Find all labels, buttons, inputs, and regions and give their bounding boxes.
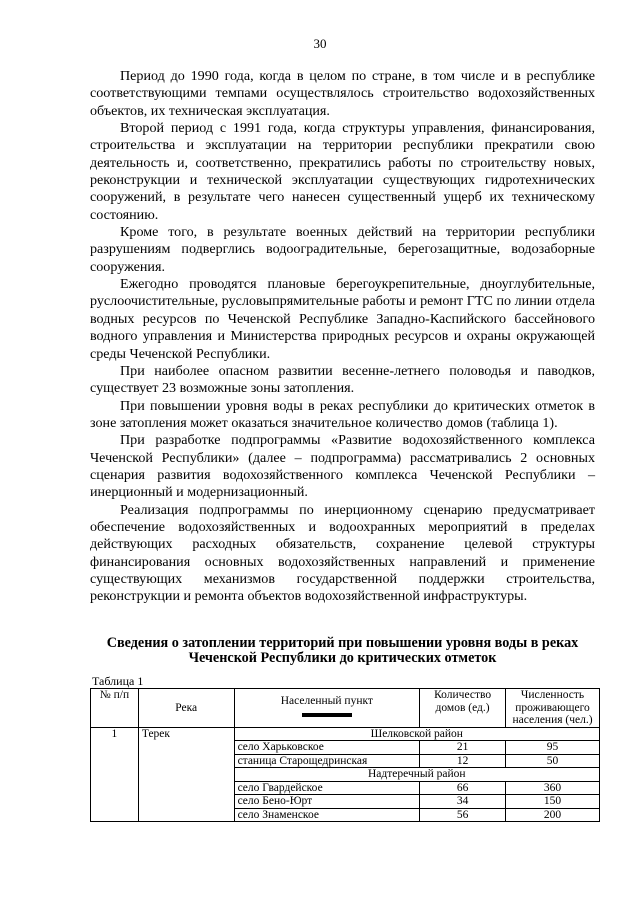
header-river: Река	[138, 689, 234, 728]
redaction-mark	[302, 713, 352, 717]
body-text	[90, 68, 595, 606]
population-cell: 360	[506, 781, 600, 795]
houses-cell: 12	[420, 754, 506, 768]
page-number: 30	[313, 36, 327, 51]
table-caption: Таблица 1	[92, 674, 144, 688]
district-name: Шелковской район	[234, 727, 599, 741]
river-name: Терек	[138, 727, 234, 822]
paragraph: При повышении уровня воды в реках республики до критических отметок в зоне затопления может оказаться значительное количество домов (таблица 1).	[90, 397, 595, 431]
population-cell: 200	[506, 808, 600, 822]
table-heading	[80, 636, 605, 666]
population-cell: 150	[506, 795, 600, 809]
paragraph: Период до 1990 года, когда в целом по стране, в том числе и в республике соответствующими темпами осуществлялось строительство водохозяйственных объектов, их техническая эксплуатация.	[90, 68, 595, 119]
population-cell: 95	[506, 741, 600, 755]
table-header-row	[91, 689, 600, 728]
houses-cell: 56	[420, 808, 506, 822]
flood-table	[90, 688, 600, 822]
table-heading-line: Чеченской Республики до критических отметок	[188, 650, 497, 666]
header-population: Численность проживающего населения (чел.)	[506, 689, 600, 728]
row-number: 1	[91, 727, 139, 822]
settlement-cell: село Знаменское	[234, 808, 420, 822]
table-heading-line: Сведения о затоплении территорий при повышении уровня воды в реках	[106, 635, 579, 651]
paragraph: Ежегодно проводятся плановые берегоукрепительные, дноуглубительные, руслоочистительные, русловыпрямительные работы и ремонт ГТС по линии отдела водных ресурсов по Чеченской Республике Западно-Каспийского бассейнового водного управления и Министерства природных ресурсов и охраны окружающей среды Чеченской Республики.	[90, 276, 595, 362]
settlement-cell: село Бено-Юрт	[234, 795, 420, 809]
paragraph: При разработке подпрограммы «Развитие водохозяйственного комплекса Чеченской Республики» (далее – подпрограмма) рассматривались 2 основных сценария развития водохозяйственного комплекса Чеченской Республики – инерционный и модернизационный.	[90, 432, 595, 501]
paragraph: Второй период с 1991 года, когда структуры управления, финансирования, строительства и эксплуатации на территории республики прекратили свою деятельность и, соответственно, прекратились работы по строительству новых, реконструкции и технической эксплуатации существующих гидротехнических сооружений, в результате чего нанесен существенный ущерб их техническому состоянию.	[90, 120, 595, 223]
header-settlement-label: Населенный пункт	[280, 695, 373, 708]
settlement-cell: село Гвардейское	[234, 781, 420, 795]
houses-cell: 34	[420, 795, 506, 809]
houses-cell: 21	[420, 741, 506, 755]
paragraph: Реализация подпрограммы по инерционному сценарию предусматривает обеспечение водохозяйственных и водоохранных мероприятий в пределах действующих расходных обязательств, сохранение целевой структуры финансирования основных водохозяйственных направлений и применение существующих механизмов государственной поддержки строительства, реконструкции и ремонта объектов водохозяйственной инфраструктуры.	[90, 501, 595, 605]
paragraph: При наиболее опасном развитии весенне-летнего половодья и паводков, существует 23 возможные зоны затопления.	[90, 362, 595, 397]
paragraph: Кроме того, в результате военных действий на территории республики разрушениям подверглись водооградительные, берегозащитные, водозаборные сооружения.	[90, 224, 595, 275]
table-row	[91, 727, 600, 741]
houses-cell: 66	[420, 781, 506, 795]
settlement-cell: село Харьковское	[234, 741, 420, 755]
header-settlement	[234, 689, 420, 728]
header-houses: Количество домов (ед.)	[420, 689, 506, 728]
district-name: Надтеречный район	[234, 768, 599, 782]
population-cell: 50	[506, 754, 600, 768]
header-num: № п/п	[91, 689, 139, 728]
settlement-cell: станица Старощедринская	[234, 754, 420, 768]
